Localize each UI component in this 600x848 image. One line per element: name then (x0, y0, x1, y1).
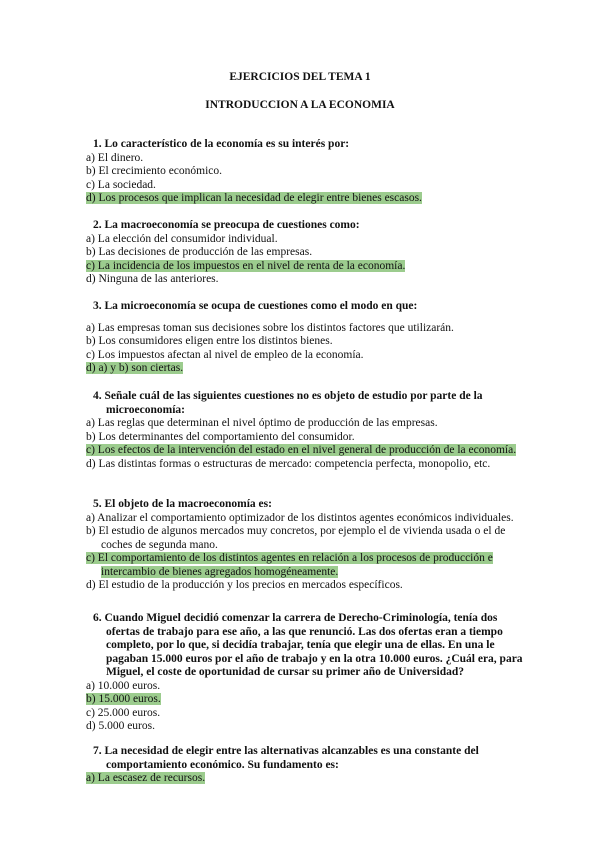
answer-option: b) Las decisiones de producción de las empresas. (86, 246, 313, 258)
answer-option: a) El dinero. (86, 151, 144, 164)
answer-option-correct: a) La escasez de recursos. (86, 772, 206, 784)
answer-option: a) 10.000 euros. (86, 679, 161, 692)
answer-option-correct: c) El comportamiento de los distintos agentes en relación a los procesos de producción e intercambio de bienes agregados homogéneamente. (86, 552, 493, 578)
answer-option: c) La sociedad. (86, 178, 156, 191)
question-stem: 4. Señale cuál de las siguientes cuestiones no es objeto de estudio por parte de la microeconomía: (93, 390, 483, 416)
answer-option: b) El crecimiento económico. (86, 165, 223, 177)
answer-option-correct: d) a) y b) son ciertas. (86, 362, 184, 374)
answer-option: a) La elección del consumidor individual. (86, 232, 278, 245)
document-title: EJERCICIOS DEL TEMA 1 (229, 71, 371, 83)
answer-option: a) Las reglas que determinan el nivel óptimo de producción de las empresas. (86, 417, 438, 429)
answer-option: b) Los determinantes del comportamiento del consumidor. (86, 430, 355, 443)
question-4 (84, 390, 524, 471)
question-2 (84, 219, 524, 287)
question-stem: 6. Cuando Miguel decidió comenzar la carrera de Derecho-Criminología, tenía dos ofertas de trabajo para ese año, a las que renunció. Las dos ofertas eran a tiempo completo, por lo que, si decidía trabajar, tenía que elegir una de ellas. En una le pagaban 15.000 euros por el año de trabajo y en la otra 10.000 euros. ¿Cuál era, para Miguel, el coste de oportunidad de cursar su primer año de Universidad? (93, 612, 523, 678)
question-stem: 1. Lo característico de la economía es su interés por: (93, 138, 350, 150)
answer-option: a) Las empresas toman sus decisiones sobre los distintos factores que utilizarán. (86, 321, 454, 334)
answer-option: c) Los impuestos afectan al nivel de empleo de la economía. (86, 348, 364, 361)
answer-option: d) El estudio de la producción y los precios en mercados específicos. (86, 579, 403, 591)
answer-option-correct: d) Los procesos que implican la necesidad de elegir entre bienes escasos. (86, 192, 422, 204)
answer-option-correct: c) La incidencia de los impuestos en el nivel de renta de la economía. (86, 259, 406, 272)
question-5 (84, 498, 524, 593)
question-stem: 2. La macroeconomía se preocupa de cuestiones como: (93, 219, 360, 231)
answer-option: d) Las distintas formas o estructuras de mercado: competencia perfecta, monopolio, etc. (86, 457, 491, 470)
question-stem: 7. La necesidad de elegir entre las alternativas alcanzables es una constante del comportamiento económico. Su fundamento es: (93, 745, 479, 771)
question-stem: 5. El objeto de la macroeconomía es: (93, 498, 272, 510)
question-stem: 3. La microeconomía se ocupa de cuestiones como el modo en que: (93, 300, 418, 312)
answer-option-correct: c) Los efectos de la intervención del estado en el nivel general de producción de la economía. (86, 444, 517, 456)
question-7 (84, 745, 524, 786)
question-3 (84, 300, 524, 376)
document-subtitle: INTRODUCCION A LA ECONOMIA (205, 99, 395, 111)
answer-option: b) Los consumidores eligen entre los distintos bienes. (86, 335, 333, 347)
answer-option: b) El estudio de algunos mercados muy concretos, por ejemplo el de vivienda usada o el de coches de segunda mano. (86, 525, 506, 551)
answer-option: d) Ninguna de las anteriores. (86, 273, 219, 285)
answer-option: a) Analizar el comportamiento optimizador de los distintos agentes económicos individuales. (86, 511, 514, 524)
question-6 (84, 612, 524, 734)
answer-option: c) 25.000 euros. (86, 706, 161, 719)
question-1 (84, 138, 524, 206)
answer-option-correct: b) 15.000 euros. (86, 693, 161, 705)
answer-option: d) 5.000 euros. (86, 720, 155, 732)
